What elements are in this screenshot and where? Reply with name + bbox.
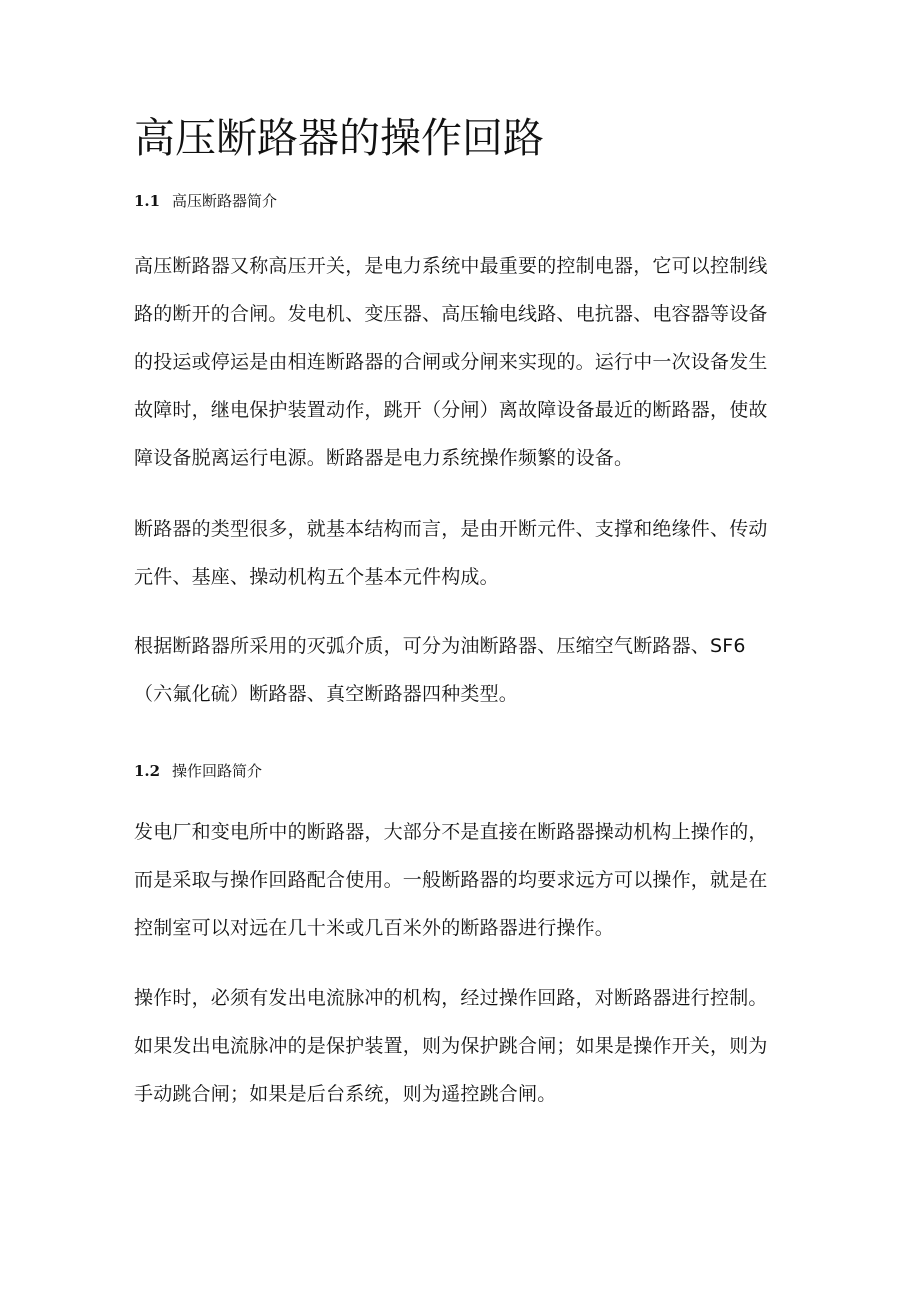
paragraph-line: 的投运或停运是由相连断路器的合闸或分闸来实现的。运行中一次设备发生 (134, 351, 768, 373)
paragraph-line: 控制室可以对远在几十米或几百米外的断路器进行操作。 (134, 917, 615, 939)
paragraph-line: 高压断路器又称高压开关，是电力系统中最重要的控制电器，它可以控制线 (134, 255, 768, 277)
paragraph-line: 而是采取与操作回路配合使用。一般断路器的均要求远方可以操作，就是在 (134, 869, 768, 891)
paragraph-line: （六氟化硫）断路器、真空断路器四种类型。 (134, 683, 519, 705)
paragraph-line: 障设备脱离运行电源。断路器是电力系统操作频繁的设备。 (134, 447, 634, 469)
paragraph-line: 根据断路器所采用的灭弧介质，可分为油断路器、压缩空气断路器、SF6 (134, 635, 746, 657)
paragraph-line: 元件、基座、操动机构五个基本元件构成。 (134, 566, 499, 588)
paragraph-line: 手动跳合闸；如果是后台系统，则为遥控跳合闸。 (134, 1083, 557, 1105)
paragraph-line: 发电厂和变电所中的断路器，大部分不是直接在断路器操动机构上操作的， (134, 821, 768, 843)
paragraph-line: 如果发出电流脉冲的是保护装置，则为保护跳合闸；如果是操作开关，则为 (134, 1035, 768, 1057)
document-title: 高压断路器的操作回路 (134, 114, 544, 162)
section-number: 1.2 (134, 762, 161, 780)
section-heading-1-2 (134, 760, 262, 782)
section-number: 1.1 (134, 192, 161, 210)
section-label: 高压断路器简介 (172, 192, 278, 210)
paragraph-1-1-2 (134, 505, 794, 601)
paragraph-line: 断路器的类型很多，就基本结构而言，是由开断元件、支撑和绝缘件、传动 (134, 518, 768, 540)
paragraph-1-2-1 (134, 808, 794, 952)
section-label: 操作回路简介 (172, 762, 263, 780)
paragraph-1-1-3 (134, 622, 794, 718)
paragraph-line: 故障时，继电保护装置动作，跳开（分闸）离故障设备最近的断路器，使故 (134, 399, 768, 421)
paragraph-line: 路的断开的合闸。发电机、变压器、高压输电线路、电抗器、电容器等设备 (134, 303, 768, 325)
paragraph-1-2-2 (134, 974, 794, 1118)
section-heading-1-1 (134, 190, 277, 212)
paragraph-1-1-1 (134, 242, 794, 482)
paragraph-line: 操作时，必须有发出电流脉冲的机构，经过操作回路，对断路器进行控制。 (134, 987, 768, 1009)
